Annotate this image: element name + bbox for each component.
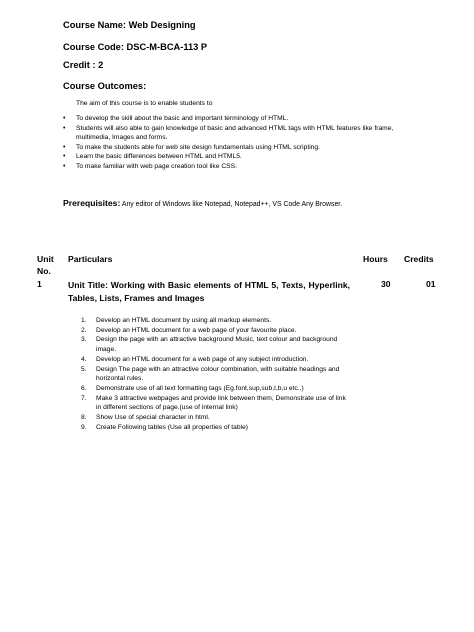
task-number: 9. (81, 423, 87, 431)
outcomes-intro: The aim of this course is to enable students to (76, 100, 213, 107)
task-number: 1. (81, 317, 87, 324)
prerequisites (63, 198, 342, 208)
task-number: 7. (81, 394, 87, 402)
unit-hours: 30 (381, 279, 391, 289)
task-item (81, 423, 352, 433)
task-item (81, 316, 352, 326)
task-number: 4. (81, 355, 87, 363)
outcome-item (63, 152, 413, 162)
task-text: Show Use of special character in html. (96, 414, 210, 422)
task-text: Design the page with an attractive background Music, text colour and background image. (96, 336, 338, 354)
outcome-text: Learn the basic differences between HTML and HTML5. (76, 153, 242, 161)
outcome-text: To make the students able for web site design fundamentals using HTML scripting. (76, 143, 320, 151)
task-item (81, 413, 352, 423)
course-credit: Credit : 2 (63, 60, 104, 70)
task-text: Create Following tables (Use all properties of table) (96, 423, 249, 431)
outcome-text: To develop the skill about the basic and important terminology of HTML. (76, 115, 289, 122)
outcome-text: To make familiar with web page creation tool like CSS. (76, 162, 237, 170)
outcomes-list (63, 114, 413, 172)
column-header-credits: Credits (404, 254, 434, 264)
outcome-item (63, 114, 413, 124)
task-text: Design The page with an attractive colour combination, with suitable headings and horizontal rules. (96, 365, 340, 383)
outcome-text: Students will also able to gain knowledge of basic and advanced HTML tags with HTML features like frame, multimedia, Images and forms. (76, 124, 394, 142)
unit-credits: 01 (426, 279, 436, 289)
task-item (81, 394, 352, 413)
outcome-item (63, 124, 413, 143)
unit-title: Unit Title: Working with Basic elements of HTML 5, Texts, Hyperlink, Tables, Lists, Frames and Images (68, 280, 350, 303)
prerequisites-text: Any editor of Windows like Notepad, Notepad++, VS Code Any Browser. (120, 201, 343, 208)
course-name: Course Name: Web Designing (63, 20, 196, 30)
task-number: 3. (81, 336, 87, 344)
task-text: Develop an HTML document for a web page of any subject introduction. (96, 355, 309, 363)
outcome-item (63, 162, 413, 172)
task-number: 6. (81, 384, 87, 392)
task-item (81, 355, 352, 365)
outcome-item (63, 143, 413, 153)
task-text: Develop an HTML document for a web page of your favourite place. (96, 326, 297, 334)
task-item (81, 326, 352, 336)
task-number: 8. (81, 414, 87, 422)
task-number: 5. (81, 365, 87, 373)
task-text: Demonstrate use of all text formatting tags (Eg.font,sup,sub,I,b,u etc..) (96, 384, 304, 392)
task-item (81, 335, 352, 354)
task-text: Develop an HTML document by using all markup elements. (96, 317, 272, 324)
course-code: Course Code: DSC-M-BCA-113 P (63, 42, 208, 52)
column-header-hours: Hours (363, 254, 388, 264)
task-item (81, 365, 352, 384)
bullet-icon: • (63, 162, 66, 170)
task-item (81, 384, 352, 394)
prerequisites-label: Prerequisites: (63, 198, 121, 208)
bullet-icon: • (63, 153, 66, 161)
course-outcomes-heading: Course Outcomes: (63, 81, 147, 91)
task-text: Make 3 attractive webpages and provide link between them, Demonstrate use of link in different sections of page.(use of internal link) (96, 394, 346, 412)
bullet-icon: • (63, 143, 66, 151)
bullet-icon: • (63, 124, 66, 132)
unit-number: 1 (37, 279, 42, 289)
bullet-icon: • (63, 115, 66, 122)
column-header-unit-no: Unit No. (37, 254, 54, 276)
task-number: 2. (81, 326, 87, 334)
column-header-particulars: Particulars (68, 254, 113, 264)
practical-tasks-list (81, 316, 352, 432)
